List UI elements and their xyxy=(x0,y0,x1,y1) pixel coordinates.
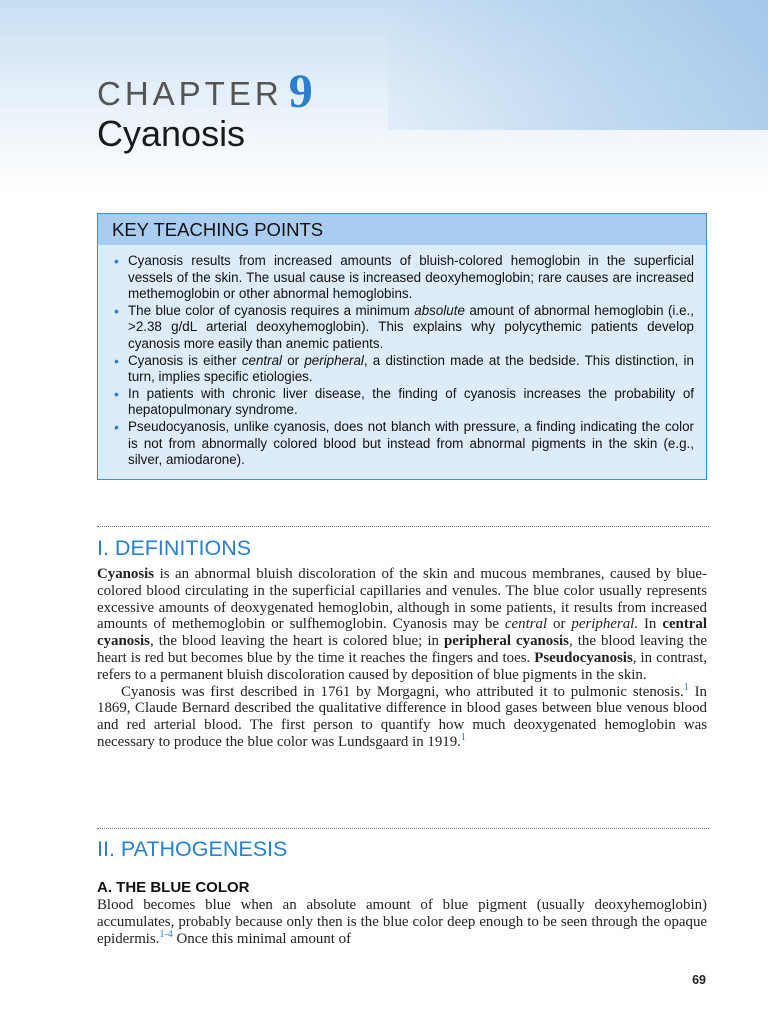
section-heading-definitions: I. DEFINITIONS xyxy=(97,536,252,560)
key-point: • Pseudocyanosis, unlike cyanosis, does not blanch with pressure, a finding indicating the color is not from abnormally colored blood but instead from abnormal pigments in the skin (e.g., silver, amiodarone). xyxy=(128,419,694,469)
page-number: 69 xyxy=(692,973,706,987)
reference-link[interactable]: 1-4 xyxy=(159,928,173,940)
paragraph: Blood becomes blue when an absolute amount of blue pigment (usually deoxyhemoglobin) accumulates, probably because only then is the blue color deep enough to be seen through the opaque epidermis.$^{1-4}$ Once this minimal amount of xyxy=(97,897,707,947)
key-point: • Cyanosis results from increased amounts of bluish-colored hemoglobin in the superficial vessels of the skin. The usual cause is increased deoxyhemoglobin; rare causes are increased methemoglobin or other abnormal hemoglobins. xyxy=(128,253,694,303)
key-point: • In patients with chronic liver disease, the finding of cyanosis increases the probability of hepatopulmonary syndrome. xyxy=(128,386,694,419)
key-teaching-points-box xyxy=(97,213,707,480)
section-divider xyxy=(97,828,709,829)
key-points-list xyxy=(98,245,706,479)
key-teaching-points-heading: KEY TEACHING POINTS xyxy=(98,214,706,245)
section-heading-pathogenesis: II. PATHOGENESIS xyxy=(97,837,288,861)
paragraph: Cyanosis was first described in 1761 by Morgagni, who attributed it to pulmonic stenosis.$^1$ In 1869, Claude Bernard described the qualitative difference in blood gases between blue venous blood and red arterial blood. The first person to quantify how much deoxygenated hemoglobin was necessary to produce the blue color was Lundsgaard in 1919.$^1$ xyxy=(97,681,707,750)
subsection-heading-blue-color: A. THE BLUE COLOR xyxy=(97,879,250,896)
chapter-title: Cyanosis xyxy=(97,113,246,154)
paragraph: Cyanosis is an abnormal bluish discoloration of the skin and mucous membranes, caused by blue-colored blood circulating in the superficial capillaries and venules. The blue color usually represents excessive amounts of deoxygenated hemoglobin, although in some patients, it results from increased amounts of methemoglobin or sulfhemoglobin. Cyanosis may be central or peripheral. In central cyanosis, the blood leaving the heart is colored blue; in peripheral cyanosis, the blood leaving the heart is red but becomes blue by the time it reaches the fingers and toes. Pseudocyanosis, in contrast, refers to a permanent bluish discoloration caused by deposition of blue pigments in the skin. xyxy=(97,566,707,683)
reference-link[interactable]: 1 xyxy=(460,732,466,743)
section-divider xyxy=(97,526,709,527)
chapter-label: CHAPTER 9 xyxy=(97,65,313,118)
definitions-body xyxy=(97,566,707,751)
key-point: • The blue color of cyanosis requires a minimum absolute amount of abnormal hemoglobin (i.e., >2.38 g/dL arterial deoxyhemoglobin). This explains why polycythemic patients develop cyanosis more easily than anemic patients. xyxy=(128,303,694,353)
chapter-number: 9 xyxy=(288,65,313,118)
reference-link[interactable]: 1 xyxy=(683,681,689,693)
key-point: • Cyanosis is either central or peripheral, a distinction made at the bedside. This distinction, in turn, implies specific etiologies. xyxy=(128,353,694,386)
pathogenesis-body xyxy=(97,897,707,947)
